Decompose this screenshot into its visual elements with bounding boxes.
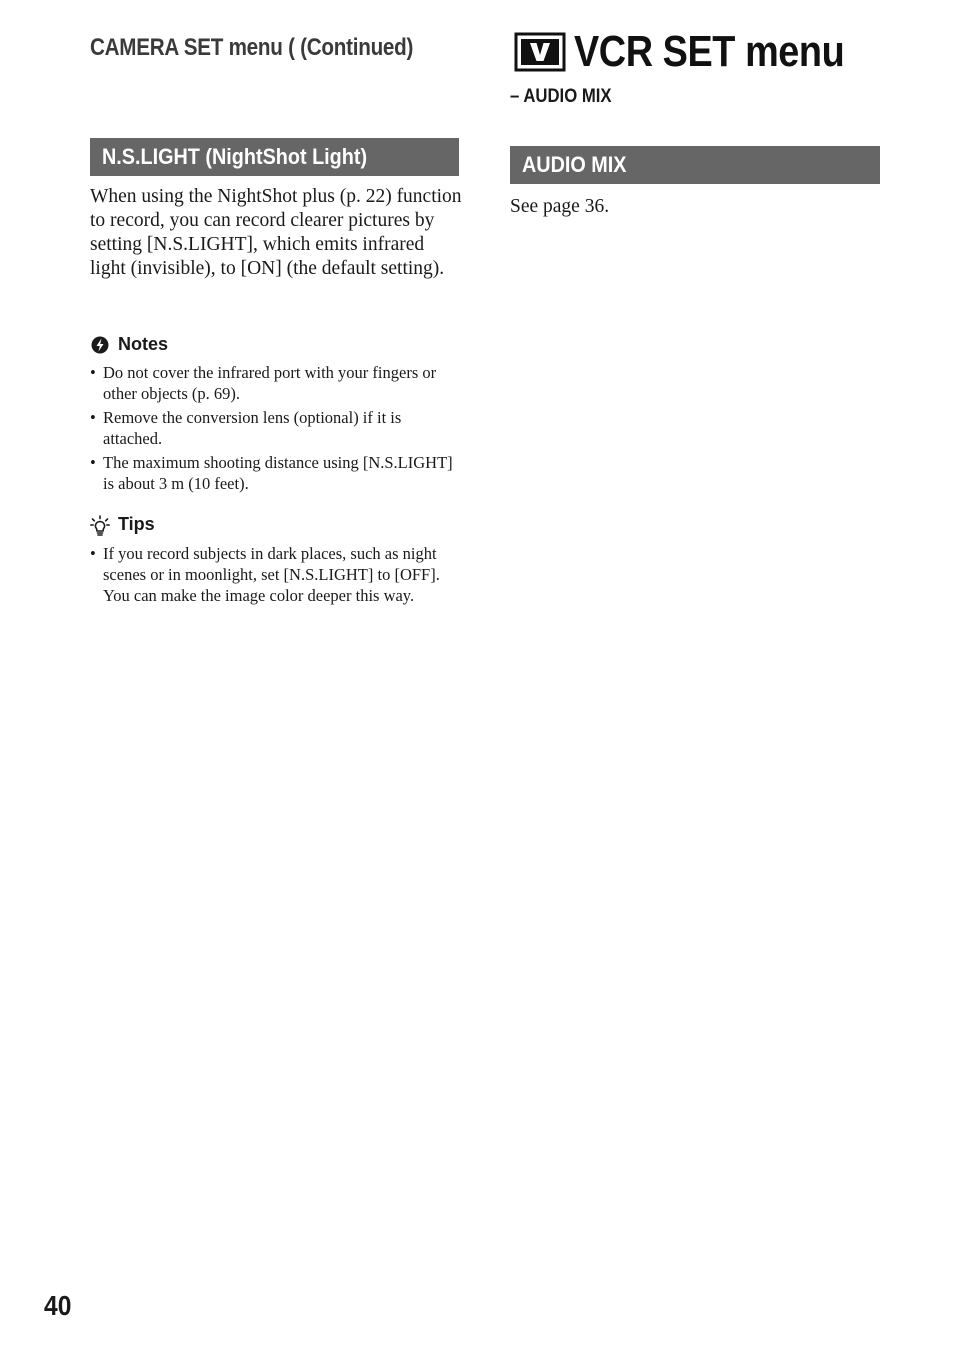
- section-title-ns-light: N.S.LIGHT (NightShot Light): [102, 144, 368, 169]
- list-item: • Remove the conversion lens (optional) if it is attached.: [90, 407, 462, 449]
- list-item: • Do not cover the infrared port with your fingers or other objects (p. 69).: [90, 362, 462, 404]
- ns-light-description: When using the NightShot plus (p. 22) function to record, you can record clearer pictures by setting [N.S.LIGHT], which emits infrared light (invisible), to [ON] (the default setting).: [90, 186, 462, 279]
- vcr-set-menu-title: [514, 26, 888, 78]
- list-item: • If you record subjects in dark places, such as night scenes or in moonlight, set [N.S.LIGHT] to [OFF]. You can make the image color deeper this way.: [90, 543, 462, 606]
- section-bar-audio-mix: [510, 146, 880, 184]
- section-bar-ns-light: [90, 138, 459, 176]
- lightbulb-icon: [90, 515, 110, 535]
- section-title-audio-mix: AUDIO MIX: [522, 152, 627, 177]
- tips-heading: [90, 514, 155, 535]
- toc-line: – AUDIO MIX: [510, 86, 612, 107]
- page-number: 40: [44, 1290, 72, 1321]
- notes-icon: [90, 335, 110, 355]
- tips-list: [90, 543, 462, 609]
- notes-heading: [90, 334, 168, 355]
- notes-heading-label: Notes: [118, 334, 169, 354]
- running-head: CAMERA SET menu ( (Continued): [90, 34, 414, 61]
- audio-mix-reference: See page 36.: [510, 196, 610, 217]
- tips-heading-label: Tips: [118, 514, 155, 534]
- notes-list: [90, 362, 462, 497]
- page-title: VCR SET menu: [574, 27, 845, 76]
- list-item: • The maximum shooting distance using [N.S.LIGHT] is about 3 m (10 feet).: [90, 452, 462, 494]
- vcr-tape-icon: [514, 32, 566, 72]
